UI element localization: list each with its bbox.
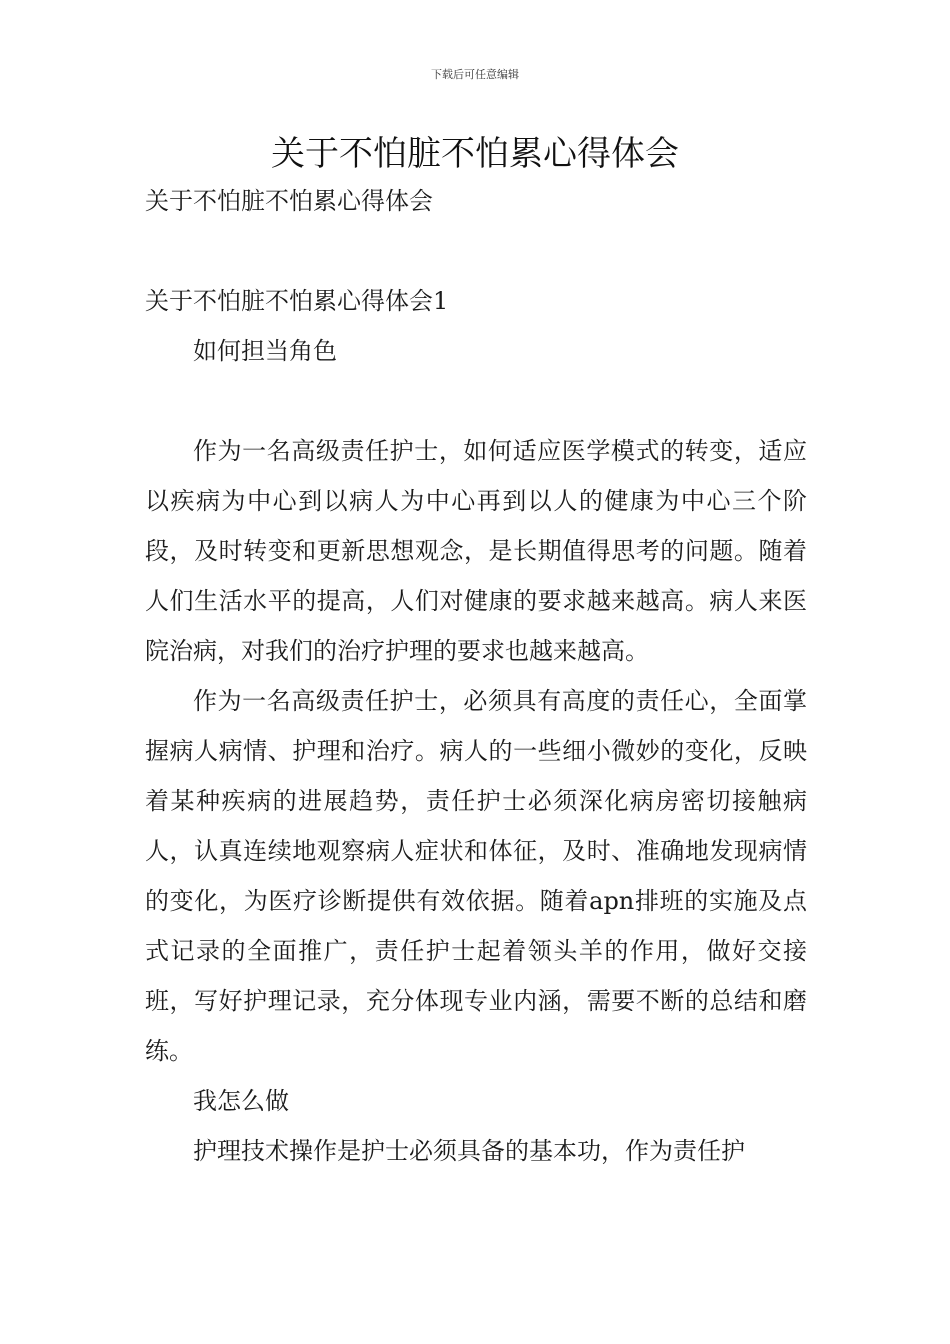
paragraph-2: 作为一名高级责任护士，必须具有高度的责任心，全面掌握病人病情、护理和治疗。病人的一些细小微妙的变化，反映着某种疾病的进展趋势，责任护士必须深化病房密切接触病人，认真连续地观察病人症状和体征，及时、准确地发现病情的变化，为医疗诊断提供有效依据。随着apn排班的实施及点式记录的全面推广，责任护士起着领头羊的作用，做好交接班，写好护理记录，充分体现专业内涵，需要不断的总结和磨练。 bbox=[145, 687, 807, 1065]
heading-role: 如何担当角色 bbox=[193, 337, 337, 365]
heading-how: 我怎么做 bbox=[193, 1087, 289, 1115]
document-subtitle: 关于不怕脏不怕累心得体会 bbox=[145, 187, 433, 215]
document-title: 关于不怕脏不怕累心得体会 bbox=[271, 134, 679, 174]
paragraph-1: 作为一名高级责任护士，如何适应医学模式的转变，适应以疾病为中心到以病人为中心再到以人的健康为中心三个阶段，及时转变和更新思想观念，是长期值得思考的问题。随着人们生活水平的提高，人们对健康的要求越来越高。病人来医院治病，对我们的治疗护理的要求也越来越高。 bbox=[145, 437, 807, 665]
paragraph-3: 护理技术操作是护士必须具备的基本功，作为责任护 bbox=[193, 1137, 745, 1165]
section-title: 关于不怕脏不怕累心得体会1 bbox=[145, 287, 449, 315]
header-note: 下载后可任意编辑 bbox=[431, 68, 519, 81]
document-body bbox=[145, 176, 807, 1176]
